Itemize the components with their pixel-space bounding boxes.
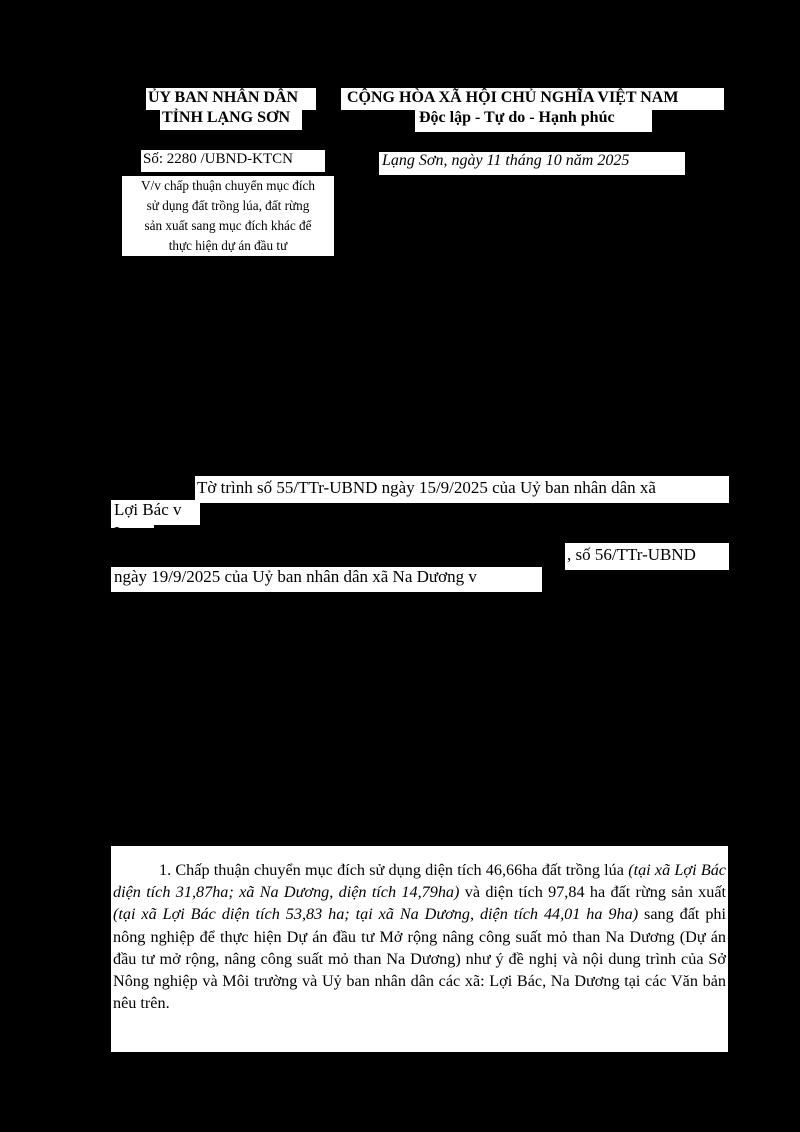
text-fragment: , số 56/TTr-UBND — [565, 543, 729, 570]
subject-line: V/v chấp thuận chuyển mục đích — [141, 178, 315, 193]
place-and-date: Lạng Sơn, ngày 11 tháng 10 năm 2025 — [379, 152, 685, 175]
decision-paragraph — [111, 846, 728, 1052]
issuing-authority: ỦY BAN NHÂN DÂN — [146, 88, 316, 110]
decision-text-italic: (tại xã Lợi Bác diện tích 31,87ha; xã Na Dương, diện tích 14,79ha) — [113, 861, 726, 902]
text-fragment: ngày 19/9/2025 của Uỷ ban nhân dân xã Na Dương v — [111, 567, 542, 592]
decision-text: 1. Chấp thuận chuyển mục đích sử dụng diện tích 46,66ha đất trồng lúa — [159, 861, 629, 879]
subject-line: thực hiện dự án đầu tư — [168, 238, 288, 253]
document-number: Số: 2280 /UBND-KTCN — [141, 150, 325, 172]
decision-text: sang đất phi nông nghiệp để thực hiện Dự án đầu tư Mở rộng nâng công suất mỏ than Na Dương (Dự án đầu tư mở rộng, nâng công suất mỏ than Na Dương) như ý đề nghị và nội dung trình của Sở Nông nghiệp và Môi trường và Uỷ ban nhân dân các xã: Lợi Bác, Na Dương tại các Văn bản nêu trên. — [113, 905, 727, 1013]
decision-text-italic: (tại xã Lợi Bác diện tích 53,83 ha; tại xã Na Dương, diện tích 44,01 ha 9ha) — [113, 905, 639, 924]
subject-line: sản xuất sang mục đích khác để — [144, 218, 312, 233]
decision-text: và diện tích 97,84 ha đất rừng sản xuất — [459, 883, 726, 902]
text-fragment: Tờ trình số 55/TTr-UBND ngày 15/9/2025 của Uỷ ban nhân dân xã — [195, 476, 729, 503]
document-subject — [122, 176, 334, 256]
national-motto: Độc lập - Tự do - Hạnh phúc — [415, 108, 652, 132]
text-fragment: L — [111, 524, 154, 528]
header-underline-left — [201, 128, 259, 130]
issuing-province: TỈNH LẠNG SƠN — [160, 108, 302, 130]
national-title: CỘNG HÒA XÃ HỘI CHỦ NGHĨA VIỆT NAM — [341, 88, 724, 110]
text-fragment: Lợi Bác v — [111, 500, 200, 525]
subject-line: sử dụng đất trồng lúa, đất rừng — [146, 198, 310, 213]
